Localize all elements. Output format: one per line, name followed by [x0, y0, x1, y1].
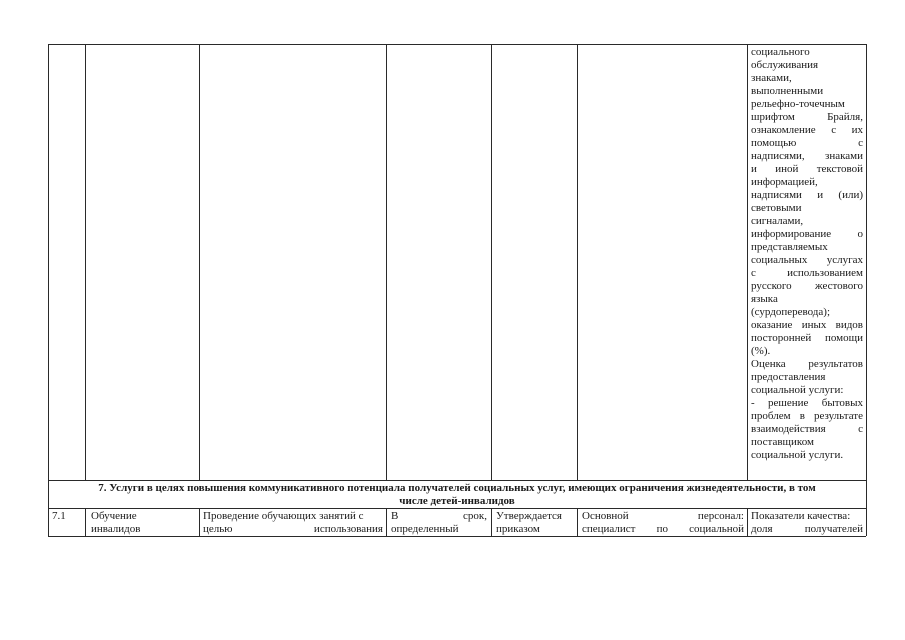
- row71-border-4: [491, 508, 492, 536]
- cell-line: оказание иных видов: [751, 319, 863, 331]
- column-border-3: [386, 44, 387, 480]
- cell-line: поставщиком: [751, 436, 814, 448]
- cell-line: социальной услуги.: [751, 449, 844, 461]
- cell-line: надписями и (или): [751, 189, 863, 201]
- cell-line: языка: [751, 293, 778, 305]
- row71-border-1: [85, 508, 86, 536]
- cell-line: предоставления: [751, 371, 826, 383]
- cell-line: специалист по социальной: [582, 523, 744, 535]
- column-border-7: [866, 44, 867, 536]
- cell-line: надписями, знаками: [751, 150, 863, 162]
- section-heading: [48, 482, 866, 508]
- table-top-border: [48, 44, 866, 45]
- cell-line: Показатели качества:: [751, 510, 851, 522]
- cell-line: представляемых: [751, 241, 828, 253]
- row-number-text: 7.1: [52, 510, 66, 522]
- column-border-0: [48, 44, 49, 536]
- section-bottom-border: [48, 508, 866, 509]
- cell-line: инвалидов: [91, 523, 141, 535]
- service-name-cell: [91, 510, 196, 536]
- section-top-border: [48, 480, 866, 481]
- row71-border-3: [386, 508, 387, 536]
- section-heading-line: 7. Услуги в целях повышения коммуникативного потенциала получателей социальных услуг, имеющих ограничения жизнедеятельности, в том: [98, 482, 816, 494]
- column-border-1: [85, 44, 86, 480]
- column-border-6: [747, 44, 748, 480]
- cell-line: проблем в результате: [751, 410, 863, 422]
- cell-line: ознакомление с их: [751, 124, 863, 136]
- cell-line: социальных услугах: [751, 254, 863, 266]
- column-border-4: [491, 44, 492, 480]
- cell-line: и иной текстовой: [751, 163, 863, 175]
- cell-line: приказом: [496, 523, 540, 535]
- cell-line: помощью с: [751, 137, 863, 149]
- quality-cell: [751, 510, 863, 536]
- cell-line: шрифтом Брайля,: [751, 111, 863, 123]
- row-number: [52, 510, 82, 523]
- cell-line: социального: [751, 46, 810, 58]
- cell-line: обслуживания: [751, 59, 819, 71]
- cell-line: (%).: [751, 345, 771, 357]
- row71-border-6: [747, 508, 748, 536]
- approval-cell: [496, 510, 574, 536]
- cell-line: с использованием: [751, 267, 863, 279]
- cell-line: сигналами,: [751, 215, 804, 227]
- cell-line: Обучение: [91, 510, 137, 522]
- cell-line: Проведение обучающих занятий с: [203, 510, 364, 522]
- cell-line: рельефно-точечным: [751, 98, 845, 110]
- cell-line: взаимодействия с: [751, 423, 863, 435]
- cell-line: русского жестового: [751, 280, 863, 292]
- service-description-cell: [203, 510, 383, 536]
- cell-line: знаками,: [751, 72, 792, 84]
- section-heading-line: числе детей-инвалидов: [399, 495, 515, 507]
- cell-line: В срок,: [391, 510, 487, 522]
- cell-line: целью использования: [203, 523, 383, 535]
- cell-line: информацией,: [751, 176, 818, 188]
- quality-indicators-cell: [751, 46, 863, 462]
- staff-cell: [582, 510, 744, 536]
- row71-border-2: [199, 508, 200, 536]
- term-cell: [391, 510, 487, 536]
- cell-line: Основной персонал:: [582, 510, 744, 522]
- cell-line: выполненными: [751, 85, 824, 97]
- column-border-2: [199, 44, 200, 480]
- cell-line: информирование о: [751, 228, 863, 240]
- table-bottom-border: [48, 536, 866, 537]
- row71-border-5: [577, 508, 578, 536]
- cell-line: (сурдоперевода);: [751, 306, 831, 318]
- cell-line: доля получателей: [751, 523, 863, 535]
- cell-line: Утверждается: [496, 510, 562, 522]
- cell-line: определенный: [391, 523, 459, 535]
- cell-line: Оценка результатов: [751, 358, 863, 370]
- cell-line: - решение бытовых: [751, 397, 863, 409]
- cell-line: посторонней помощи: [751, 332, 863, 344]
- cell-line: световыми: [751, 202, 802, 214]
- cell-line: социальной услуги:: [751, 384, 844, 396]
- column-border-5: [577, 44, 578, 480]
